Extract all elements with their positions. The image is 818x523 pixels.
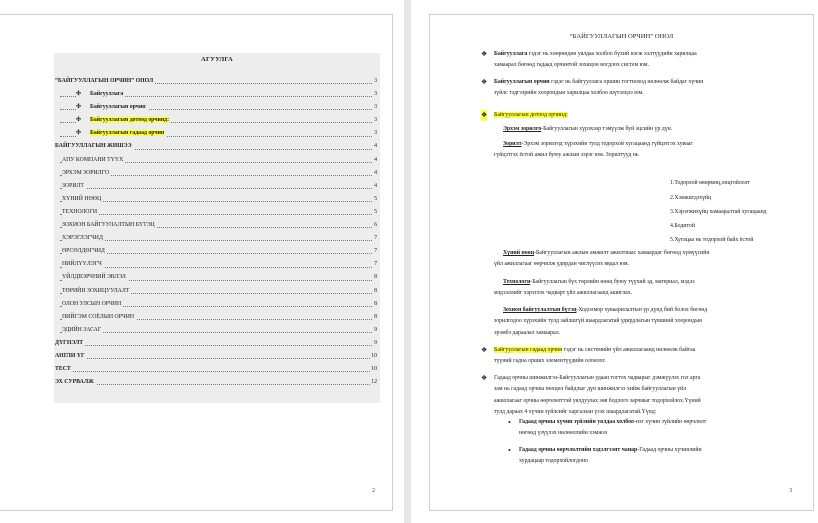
text-line: үйл ажиллагааг өөрчилж удирдан чиглүүлэх явдал юм.: [494, 261, 629, 268]
toc-entry-page: 8: [373, 298, 377, 311]
text-line: мэдээллийг хэрэглэх чадварт үйл ажиллагаанд ашиглах.: [494, 290, 633, 297]
toc-entry: [54, 167, 380, 180]
document-title: “БАЙГУУЛЛАГЫН ОРЧИН” ОНОЛ: [569, 33, 674, 40]
toc-entry-label: [62, 285, 131, 298]
text-line: -Эрхэм зорилгод хүрэхийн тулд тодорхой хугацаанд гүйцэтгэх хувааг: [521, 141, 693, 147]
term-interrelation: Гадаад орчны хүчин зүйлийн уялдаа холбоо: [519, 419, 634, 425]
toc-entry: [54, 88, 380, 101]
list-item: 3.Хэрэгжихүйц хамааралтай хугацаанд: [670, 209, 767, 215]
toc-entry-text: ТЕСТ: [55, 366, 71, 373]
toc-entry-page: 12: [370, 376, 377, 389]
toc-leader-dots: [60, 214, 372, 215]
toc-entry-label: [76, 88, 125, 101]
list-item: 5.Хугацаа нь тодорхой байх ёстой: [670, 237, 754, 243]
text-line: -нэг хүчин зүйлийн өөрчлөлт: [633, 419, 707, 425]
toc-entry-page: 5: [373, 193, 377, 206]
text-line: Гадаад орчны шинжилгээ-Байгууллагын удаан тогтох чадварыг дэмжүүлэх гол арга: [494, 375, 701, 381]
term-environment: Байгууллагын орчин: [494, 79, 550, 85]
toc-title: АГУУЛГА: [201, 56, 233, 63]
list-item: 4.Бодитой: [670, 223, 695, 229]
toc-entry-text: ЭДИЙН ЗАСАГ: [62, 326, 102, 333]
toc-entry-text: НИЙЛҮҮЛЭГЧ: [62, 261, 102, 268]
toc-entry-page: 9: [373, 337, 377, 350]
toc-bullet-icon: ✣: [76, 117, 82, 124]
toc-entry-page: 8: [373, 271, 377, 284]
toc-entry-page: 9: [373, 324, 377, 337]
toc-entry-label: [55, 140, 134, 153]
toc-leader-dots: [60, 267, 372, 268]
heading-internal-environment: [494, 110, 568, 121]
toc-entry-text: ТӨРИЙН ЗОХИЦУУЛАЛТ: [62, 287, 130, 294]
toc-entry-text: АНГЛИ ҮГ: [55, 352, 85, 359]
toc-entry-text: Байгууллагын гадаад орчин: [90, 130, 165, 137]
toc-entry-label: [76, 114, 171, 127]
text-line: гэдэг нь системийн үйл ажиллагаанд нөлөөлж байгаа: [562, 347, 696, 353]
toc-entry-page: 8: [373, 285, 377, 298]
toc-entry-page: 5: [373, 206, 377, 219]
term-structure: Зохион байгуулалтын бүтэц: [503, 307, 577, 313]
toc-entry-label: [62, 245, 107, 258]
page-number: 2: [372, 487, 376, 494]
paragraph-organization: [494, 49, 697, 72]
toc-entry-label: [62, 271, 128, 284]
toc-entry-page: 10: [370, 363, 377, 376]
toc-entry-label: [62, 167, 111, 180]
toc-entry: [54, 376, 380, 389]
toc-entry: [54, 114, 380, 127]
toc-entry: [54, 258, 380, 271]
toc-entry-page: 3: [373, 88, 377, 101]
text-line: нөгөөд үзүүлэх нөлөөллийн хэмжээ: [519, 430, 608, 437]
term-organization: Байгууллага: [494, 51, 528, 57]
toc-entry: [54, 363, 380, 376]
page-3: [430, 15, 813, 510]
toc-entry-page: 7: [373, 232, 377, 245]
toc-entry-text: ЗОХИОН БАЙГУУЛАЛТЫН БҮТЭЦ: [62, 222, 155, 229]
page-gutter: [404, 0, 411, 523]
term-dynamics: Гадаад орчны өөрчлөлтийн хэдэлгээнт чанар: [519, 447, 638, 453]
toc-entry: [54, 193, 380, 206]
text-line: гэдэг нь хөөрөндөө уялдаа холбоо бүхий нэгж хэлтүүдийн харилцаа: [527, 51, 697, 57]
page-number: 3: [789, 487, 793, 494]
toc-leader-dots: [60, 371, 372, 372]
diamond-bullet-icon: ❖: [481, 346, 488, 354]
toc-entry-page: 3: [373, 101, 377, 114]
toc-entry: [54, 154, 380, 167]
toc-entry-text: ӨРСӨЛДӨГЧИД: [62, 248, 105, 255]
toc-leader-dots: [60, 240, 372, 241]
toc-leader-dots: [60, 188, 372, 189]
toc-entry-page: 4: [373, 154, 377, 167]
toc-entry-label: [62, 324, 103, 337]
toc-entry-page: 10: [370, 350, 377, 363]
toc-entry-label: [62, 206, 99, 219]
toc-entry: [54, 337, 380, 350]
toc-entry-text: БАЙГУУЛЛАГЫН ЖИШЭЭ: [55, 143, 132, 150]
text-line: зам нь гадаад орчны нөхцөл байдлыг дүн шинжилгээ хийж байгууллагын үйл: [494, 386, 687, 393]
term-objective: Зорилт: [503, 141, 522, 147]
toc-entry: [54, 75, 380, 88]
toc-entry: [54, 271, 380, 284]
text-line: зорилгодоо хүрэхийн тулд зайлшгүй шаардлагатай удирдлагын түвшний хоорондын: [494, 318, 703, 325]
toc-entries: [54, 75, 380, 389]
toc-entry-page: 6: [373, 219, 377, 232]
toc-entry-text: ЭХ СУРВАЛЖ: [55, 379, 94, 386]
toc-entry-text: ХҮНИЙ НӨӨЦ: [62, 195, 102, 202]
term-technology: Технологи: [503, 279, 531, 285]
toc-leader-dots: [60, 332, 372, 333]
paragraph-dynamics: [519, 445, 702, 468]
diamond-bullet-icon: ❖: [481, 111, 488, 119]
toc-entry-label: [55, 376, 96, 389]
toc-entry: [54, 232, 380, 245]
term-mission: Эрхэм зорилго: [503, 126, 542, 132]
toc-entry-text: АПУ КОМПАНИ ТҮҮХ: [62, 156, 124, 163]
paragraph-environment: [494, 77, 703, 100]
toc-entry-text: ОЛОН УЛСЫН ОРЧИН: [62, 300, 122, 307]
bullet-dot-icon: •: [508, 418, 511, 427]
paragraph-structure: [494, 305, 707, 339]
text-line: гэдэг нь байгууллага оршин тогтноход нөлөөлж байдаг хүчин: [549, 79, 704, 85]
toc-entry-page: 4: [373, 167, 377, 180]
paragraph-interrelation: [519, 417, 706, 440]
toc-bullet-icon: ✣: [76, 104, 82, 111]
paragraph-external-analysis: [494, 373, 701, 419]
toc-entry: [54, 311, 380, 324]
text-line: -Байгууллагын хүрэхээр тэмүүлж буй эцсийн үр дүн.: [541, 126, 673, 132]
toc-entry-label: [62, 219, 157, 232]
toc-entry-text: ХЭРЭГЛЭГЧИД: [62, 235, 103, 242]
text-line: эрэмбэ дараалал хамаарал.: [494, 329, 561, 336]
toc-entry-text: “БАЙГУУЛЛАГЫН ОРЧИН” ОНОЛ: [55, 78, 154, 84]
toc-entry-label: [62, 232, 105, 245]
text-line: -Байгууллагын бүх төрлийн нөөц буюу түүхий эд, материал, мэдээ: [530, 279, 695, 285]
toc-entry-label: [76, 127, 166, 140]
toc-entry-page: 7: [373, 245, 377, 258]
toc-entry-page: 4: [373, 140, 377, 153]
diamond-bullet-icon: ❖: [481, 374, 488, 382]
highlighted-heading: Байгууллагын дотоод орчинд:: [494, 112, 568, 118]
term-human-resources: Хүний нөөц: [503, 250, 535, 256]
toc-leader-dots: [60, 384, 372, 385]
toc-entry-label: [62, 311, 136, 324]
page-2: [0, 15, 392, 510]
toc-entry-label: [62, 154, 125, 167]
term-external-environment: Байгууллагын гадаад орчин: [494, 347, 563, 353]
toc-entry: [54, 180, 380, 193]
diamond-bullet-icon: ❖: [481, 78, 488, 86]
paragraph-mission: [503, 124, 672, 135]
toc-leader-dots: [60, 345, 372, 346]
text-line: хамаарал бөгөөд гадаад орчинтой зохицон ногдлох систем юм.: [494, 62, 650, 69]
toc-entry-label: [62, 193, 103, 206]
toc-entry-page: 3: [373, 114, 377, 127]
paragraph-human-resources: [494, 248, 710, 271]
toc-bullet-icon: ✣: [76, 91, 82, 98]
toc-entry-label: [76, 101, 148, 114]
paragraph-technology: [494, 277, 695, 300]
list-item: 2.Хэмжигдэхүйц: [670, 195, 712, 201]
toc-entry: [54, 350, 380, 363]
toc-leader-dots: [60, 201, 372, 202]
toc-entry-text: ЭРХЭМ ЗОРИЛГО: [62, 169, 110, 176]
toc-entry-label: [55, 337, 85, 350]
toc-entry-text: ЗОРИЛТ: [62, 182, 84, 189]
diamond-bullet-icon: ❖: [481, 50, 488, 58]
text-line: -Ходолмор хуваарилалтын үр дүнд бий болох бөгөөд: [576, 307, 708, 313]
text-line: хурдацаар тодорхойлогдоно: [519, 458, 588, 465]
toc-entry: [54, 324, 380, 337]
table-of-contents: [54, 53, 380, 403]
toc-entry-text: Байгууллага: [90, 91, 124, 98]
toc-entry: [54, 206, 380, 219]
text-line: -Гадаад орчны хүчинлийн: [637, 447, 702, 453]
toc-entry-label: [55, 75, 155, 88]
toc-entry-page: 8: [373, 311, 377, 324]
toc-entry: [54, 245, 380, 258]
toc-entry: [54, 140, 380, 153]
toc-entry-label: [62, 180, 86, 193]
toc-entry: [54, 101, 380, 114]
toc-entry-text: ҮЙЛДВЭРЧНИЙ ЭВЛЭЛ: [62, 274, 126, 281]
toc-entry-label: [62, 298, 123, 311]
toc-entry-label: [55, 350, 87, 363]
toc-entry-page: 3: [373, 127, 377, 140]
paragraph-external-environment: [494, 345, 695, 368]
toc-entry: [54, 127, 380, 140]
paragraph-objective: [494, 139, 693, 162]
text-line: тулд дараах 4 хүчин зүйлсийг харгалзан үзэх шаардлагатай.Үүнд:: [494, 409, 657, 416]
text-line: ажиллагааг орчны өөрчлөлттэй уялдуулах зөв бодлого зарчмыг тодорхойлох.Үүний: [494, 397, 701, 404]
toc-entry-label: [62, 258, 104, 271]
toc-entry-text: ТЕХНОЛОГИ: [62, 208, 98, 215]
text-line: түүний гадна орших элементүүдийн олонлог.: [494, 358, 606, 365]
text-line: зүйлс тэдгээрийн хоорондын харилцаа холбоо шүтэлцээ юм.: [494, 90, 644, 97]
text-line: гүйцэтгэх ёстой ажил буюу ажлын зэрэг юм. Зорилтууд нь: [494, 152, 639, 159]
toc-entry: [54, 285, 380, 298]
toc-entry-label: [55, 363, 73, 376]
toc-entry-page: 4: [373, 180, 377, 193]
toc-bullet-icon: ✣: [76, 130, 82, 137]
toc-entry-page: 3: [373, 75, 377, 88]
text-line: -Байгууллагын ажлын амжилт ажилтнаас хамаардаг бөгөөд хүмүүсийн: [534, 250, 710, 256]
toc-entry: [54, 298, 380, 311]
toc-entry-text: Байгууллагын орчин: [90, 104, 146, 111]
toc-entry-page: 7: [373, 258, 377, 271]
list-item: 1.Тодорхой өвөрмөц,онцгойлолт: [670, 180, 750, 186]
toc-leader-dots: [60, 358, 372, 359]
toc-entry: [54, 219, 380, 232]
toc-entry-text: ДҮГНЭЛТ: [55, 339, 84, 346]
toc-entry-text: НИЙГЭМ СОЁЛЫН ОРЧИН: [62, 313, 135, 320]
toc-entry-text: Байгууллагын дотоод орчинд:: [90, 117, 170, 124]
bullet-dot-icon: •: [508, 446, 511, 455]
